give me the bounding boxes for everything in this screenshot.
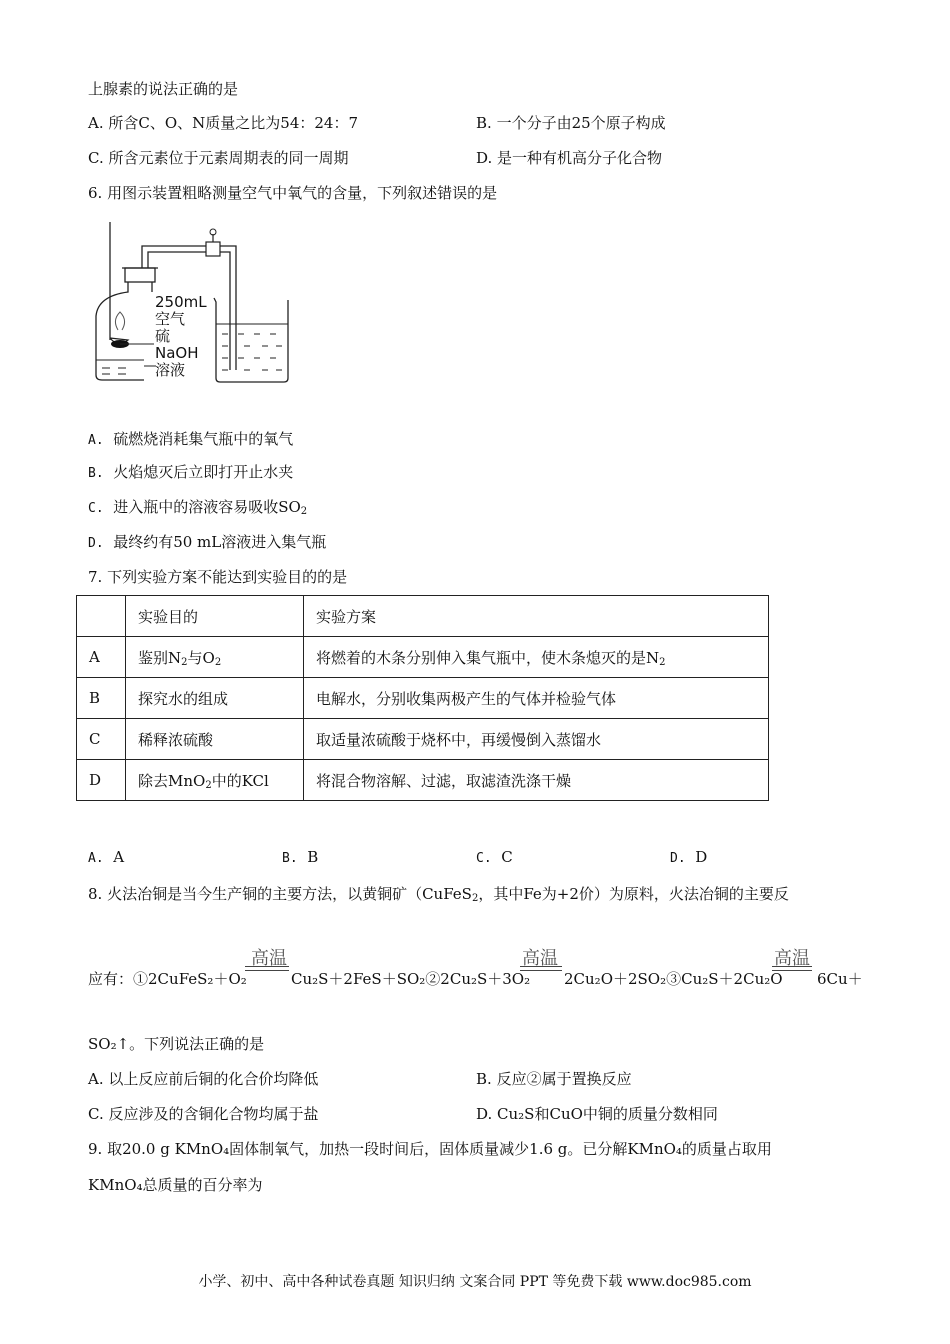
equation-arrow-1 [245,966,289,971]
condition-label-3: 高温 [774,948,810,969]
condition-label-2: 高温 [522,948,558,969]
table-cell: 将混合物溶解、过滤，取滤渣洗涤干燥 [304,760,769,801]
table-row [77,678,769,719]
label-naoh: NaOH [155,344,199,362]
q8-stem: 8. 火法冶铜是当今生产铜的主要方法，以黄铜矿（CuFeS$_2$，其中Fe为+2价）为原料，火法冶铜的主要反 [88,885,789,904]
table-cell: A [77,637,126,678]
q8-option-d: D. Cu₂S和CuO中铜的质量分数相同 [476,1105,718,1123]
q7-option-b: B. B [282,848,319,866]
q8-question: SO₂↑。下列说法正确的是 [88,1035,265,1053]
q6-option-a: A. 硫燃烧消耗集气瓶中的氧气 [88,430,294,448]
q5-option-b: B. 一个分子由25个原子构成 [476,114,666,132]
table-header: 实验方案 [304,596,769,637]
table-cell: 探究水的组成 [126,678,304,719]
equation-part-2: Cu₂S＋2FeS＋SO₂②2Cu₂S＋3O₂ [291,970,531,988]
condition-label-1: 高温 [251,948,287,969]
page-footer: 小学、初中、高中各种试卷真题 知识归纳 文案合同 PPT 等免费下载 www.doc985.com [198,1274,752,1290]
q7-option-c: C. C [476,848,513,866]
table-header [77,596,126,637]
q7-option-a: A. A [88,848,125,866]
equation-part-1: 应有：①2CuFeS₂＋O₂ [88,970,247,988]
q9-stem-line2: KMnO₄总质量的百分率为 [88,1176,263,1194]
q5-option-a: A. 所含C、O、N质量之比为54：24：7 [88,114,358,132]
table-cell: C [77,719,126,760]
table-cell: 取适量浓硫酸于烧杯中，再缓慢倒入蒸馏水 [304,719,769,760]
table-cell: 鉴别$N_2$与$O_2$ [126,637,304,678]
q6-option-c: C. 进入瓶中的溶液容易吸收$SO_2$ [88,498,308,517]
table-cell: 电解水，分别收集两极产生的气体并检验气体 [304,678,769,719]
table-cell: B [77,678,126,719]
table-row [77,719,769,760]
q7-stem: 7. 下列实验方案不能达到实验目的的是 [88,568,348,586]
q6-option-d: D. 最终约有50 mL溶液进入集气瓶 [88,533,327,551]
q5-option-c: C. 所含元素位于元素周期表的同一周期 [88,149,349,167]
q9-stem-line1: 9. 取20.0 g KMnO₄固体制氧气，加热一段时间后，固体质量减少1.6 g。已分解KMnO₄的质量占取用 [88,1140,772,1158]
q8-option-a: A. 以上反应前后铜的化合价均降低 [88,1070,319,1088]
figure-labels [155,294,207,379]
table-row [77,760,769,801]
table-row [77,637,769,678]
table-cell: 除去MnO$_2$中的KCl [126,760,304,801]
q5-stem-tail: 上腺素的说法正确的是 [88,80,239,98]
table-cell: 将燃着的木条分别伸入集气瓶中，使木条熄灭的是$N_2$ [304,637,769,678]
table-cell: 稀释浓硫酸 [126,719,304,760]
q6-stem: 6. 用图示装置粗略测量空气中氧气的含量，下列叙述错误的是 [88,184,498,202]
label-sulfur: 硫 [155,327,171,345]
q8-option-b: B. 反应②属于置换反应 [476,1070,632,1088]
q7-option-d: D. D [670,848,708,866]
label-air: 空气 [155,310,186,328]
equation-part-3: 2Cu₂O＋2SO₂③Cu₂S＋2Cu₂O [564,970,783,988]
label-volume: 250mL [155,293,207,311]
table-header: 实验目的 [126,596,304,637]
q8-option-c: C. 反应涉及的含铜化合物均属于盐 [88,1105,319,1123]
q5-option-d: D. 是一种有机高分子化合物 [476,149,663,167]
table-cell: D [77,760,126,801]
q6-option-b: B. 火焰熄灭后立即打开止水夹 [88,463,294,481]
label-solution: 溶液 [155,361,186,379]
table-header-row [77,596,769,637]
experiment-table [76,595,769,801]
equation-part-4: 6Cu＋ [817,970,863,988]
